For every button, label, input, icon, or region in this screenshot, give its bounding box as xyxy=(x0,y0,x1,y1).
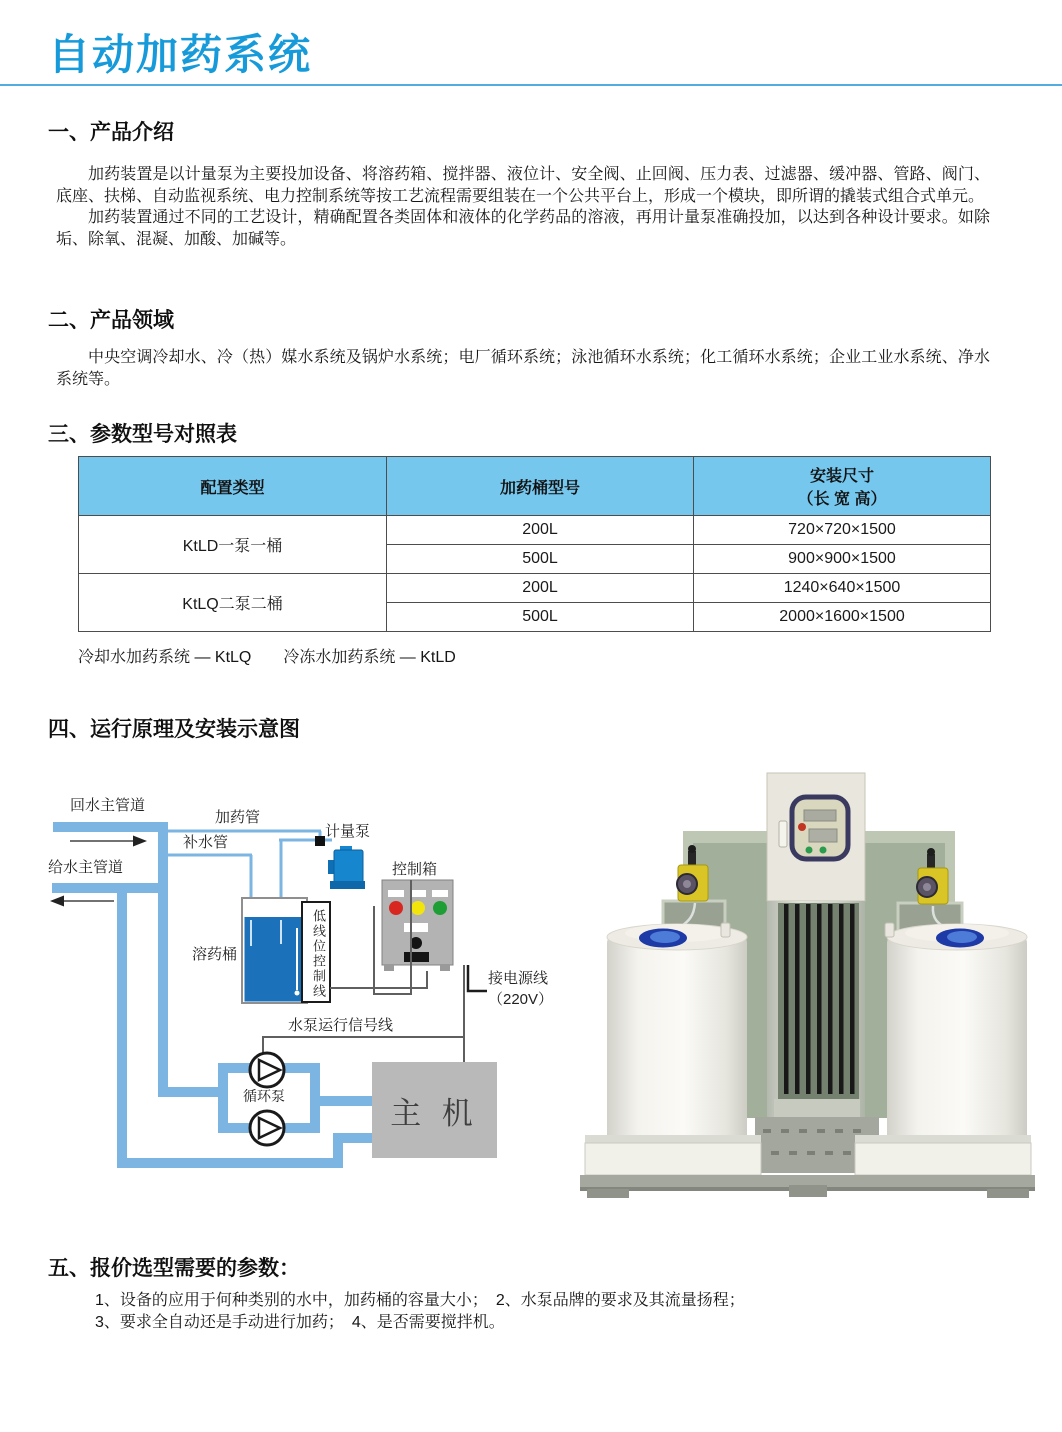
schematic-diagram xyxy=(40,780,560,1205)
label-power-line xyxy=(488,968,553,1010)
header-config-type: 配置类型 xyxy=(79,457,387,516)
section-heading-fields: 二、产品领域 xyxy=(48,309,174,332)
header-barrel-model: 加药桶型号 xyxy=(387,457,694,516)
table-header-row xyxy=(79,457,991,516)
section-heading-schematic: 四、运行原理及安装示意图 xyxy=(48,718,300,741)
center-column xyxy=(767,901,865,1121)
indicator-yellow xyxy=(411,901,425,915)
label-makeup-pipe: 补水管 xyxy=(183,834,229,851)
cell-size: 200L xyxy=(387,516,694,545)
model-table-wrap xyxy=(78,456,991,632)
section-heading-params: 五、报价选型需要的参数： xyxy=(48,1257,300,1280)
cell-dims: 2000×1600×1500 xyxy=(694,603,991,632)
cell-type-ktld: KtLD一泵一桶 xyxy=(79,516,387,574)
label-dosing-pipe: 加药管 xyxy=(215,809,261,826)
label-metering-pump: 计量泵 xyxy=(325,823,371,840)
flow-arrow-right-icon xyxy=(70,836,147,847)
intro-paragraphs xyxy=(56,164,990,250)
intro-paragraph-1: 加药装置是以计量泵为主要投加设备、将溶药箱、搅拌器、液位计、安全阀、止回阀、压力表、过滤器、缓冲器、管路、阀门、底座、扶梯、自动监视系统、电力控制系统等按工艺流程需要组装在一个公共平台上，形成一个模块，即所谓的撬装式组合式单元。 xyxy=(56,166,990,205)
cell-type-ktlq: KtLQ二泵二桶 xyxy=(79,574,387,632)
label-supply-main-pipe: 给水主管道 xyxy=(48,859,124,876)
section-heading-intro: 一、产品介绍 xyxy=(48,121,174,144)
cell-size: 500L xyxy=(387,545,694,574)
header-install-size xyxy=(694,457,991,516)
header-install-size-line1: 安装尺寸 xyxy=(809,468,874,485)
flow-arrow-left-icon xyxy=(50,896,114,907)
label-low-level-line: 低线位控制线 xyxy=(311,909,326,999)
cell-size: 200L xyxy=(387,574,694,603)
power-wire xyxy=(468,965,487,991)
params-line-2: 3、要求全自动还是手动进行加药； 4、是否需要搅拌机。 xyxy=(95,1314,505,1331)
section-heading-models: 三、参数型号对照表 xyxy=(48,423,237,446)
label-control-box: 控制箱 xyxy=(392,861,438,878)
cell-dims: 900×900×1500 xyxy=(694,545,991,574)
params-line-1: 1、设备的应用于何种类别的水中，加药桶的容量大小； 2、水泵品牌的要求及其流量扬程； xyxy=(95,1292,745,1309)
cell-size: 500L xyxy=(387,603,694,632)
right-tank xyxy=(885,923,1027,1171)
page-title: 自动加药系统 xyxy=(48,31,313,78)
main-unit-box: 主 机 xyxy=(372,1062,497,1158)
params-list xyxy=(95,1290,995,1334)
metering-pump xyxy=(315,836,365,889)
table-row xyxy=(79,574,991,603)
cell-dims: 1240×640×1500 xyxy=(694,574,991,603)
cabinet-red-light xyxy=(798,823,806,831)
title-divider xyxy=(0,84,1062,86)
fields-paragraph-wrap xyxy=(56,347,990,390)
header-install-size-line2: （长 宽 高） xyxy=(797,491,887,508)
control-cabinet xyxy=(767,773,865,901)
label-circulation-pump: 循环泵 xyxy=(243,1088,285,1104)
indicator-red xyxy=(389,901,403,915)
control-box xyxy=(382,880,453,971)
label-return-main-pipe: 回水主管道 xyxy=(70,797,146,814)
model-table xyxy=(78,456,991,632)
fields-paragraph: 中央空调冷却水、冷（热）媒水系统及锅炉水系统；电厂循环系统；泳池循环水系统；化工循环水系统；企业工业水系统、净水系统等。 xyxy=(56,349,990,388)
label-pump-signal-line: 水泵运行信号线 xyxy=(288,1017,394,1034)
indicator-green xyxy=(433,901,447,915)
solution-tank xyxy=(242,898,307,1003)
label-power-voltage-text: （220V） xyxy=(488,991,554,1008)
label-power-line-text: 接电源线 xyxy=(488,970,549,987)
model-note: 冷却水加药系统 — KtLQ 冷冻水加药系统 — KtLD xyxy=(78,649,456,666)
cell-dims: 720×720×1500 xyxy=(694,516,991,545)
product-photo xyxy=(575,763,1040,1200)
label-solution-tank: 溶药桶 xyxy=(192,946,238,963)
product-photo-illustration xyxy=(575,763,1040,1200)
table-row xyxy=(79,516,991,545)
left-tank xyxy=(607,923,747,1171)
intro-paragraph-2: 加药装置通过不同的工艺设计，精确配置各类固体和液体的化学药品的溶液，再用计量泵准确投加，以达到各种设计要求。如除垢、除氧、混凝、加酸、加碱等。 xyxy=(56,209,990,248)
